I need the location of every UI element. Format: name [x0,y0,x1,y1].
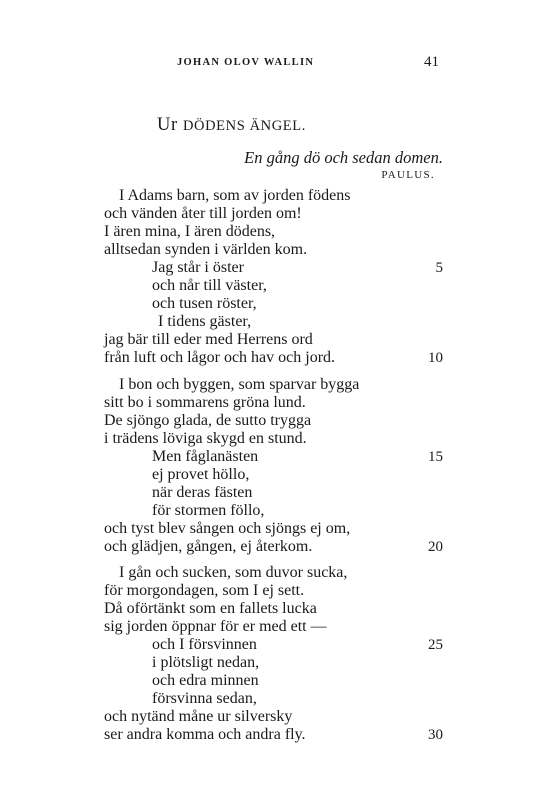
poem-title-prefix: Ur [157,115,183,135]
poem-line: och nytänd måne ur silversky [104,708,293,725]
poem-line: ser andra komma och andra fly. [104,726,306,743]
poem-line: sitt bo i sommarens gröna lund. [104,394,306,411]
epigraph-attribution: PAULUS. [381,169,435,181]
line-number: 30 [428,727,443,743]
poem-line: I ären mina, I ären dödens, [104,223,276,240]
poem-line: sig jorden öppnar för er med ett — [104,618,327,635]
poem-line: i plötsligt nedan, [152,654,260,671]
poem-line: och edra minnen [152,672,259,689]
line-number: 10 [428,350,443,366]
poem-line: I Adams barn, som av jorden födens [119,187,351,204]
poem-line: Men fåglanästen [152,448,259,465]
poem-line: I bon och byggen, som sparvar bygga [119,376,360,393]
poem-line: och I försvinnen [152,636,257,653]
poem-line: och tyst blev sången och sjöngs ej om, [104,520,351,537]
poem-line: från luft och lågor och hav och jord. [104,349,336,366]
poem-line: och når till väster, [152,277,267,294]
poem-line: jag bär till eder med Herrens ord [104,331,313,348]
poem-line: och vänden åter till jorden om! [104,205,302,222]
poem-line: ej provet höllo, [152,466,250,483]
poem-line: och glädjen, gången, ej återkom. [104,538,313,555]
poem-line: alltsedan synden i världen kom. [104,241,308,258]
poem-title-main: DÖDENS ÄNGEL. [182,118,306,134]
poem-line: Då oförtänkt som en fallets lucka [104,600,317,617]
poem-line: när deras fästen [152,484,253,501]
poem-line: De sjöngo glada, de sutto trygga [104,412,312,429]
poem-line: för morgondagen, som I ej sett. [104,582,305,599]
poem-line: Jag står i öster [152,259,244,276]
poem-line: försvinna sedan, [152,690,257,707]
poem-line: i trädens löviga skygd en stund. [104,430,307,447]
epigraph: En gång dö och sedan domen. [244,148,443,167]
running-header-author: JOHAN OLOV WALLIN [177,57,315,68]
line-number: 15 [428,449,443,465]
poem-line: I gån och sucken, som duvor sucka, [119,564,348,581]
poem-line: I tidens gäster, [158,313,252,330]
poem-line: och tusen röster, [152,295,257,312]
line-number: 25 [428,637,443,653]
page-number: 41 [424,54,439,70]
poem-line: för stormen föllo, [152,502,265,519]
line-number: 5 [435,260,443,276]
line-number: 20 [428,539,443,555]
poem-title [157,115,306,136]
